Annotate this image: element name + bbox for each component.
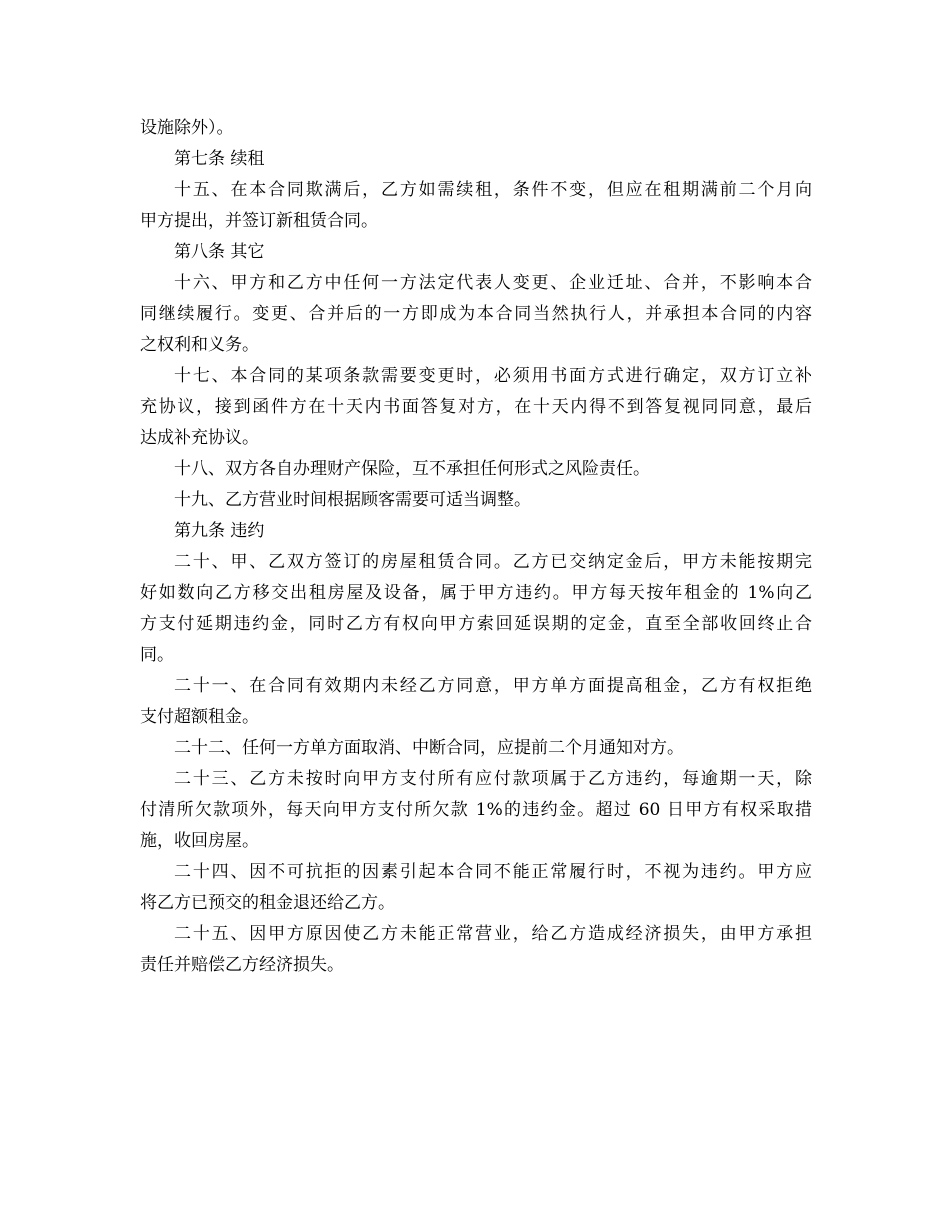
text-line: 好如数向乙方移交出租房屋及设备，属于甲方违约。甲方每天按年租金的 1%向乙	[140, 583, 812, 603]
text-line: 同继续履行。变更、合并后的一方即成为本合同当然执行人，并承担本合同的内容	[140, 304, 812, 324]
text-line: 支付超额租金。	[140, 707, 259, 727]
text-line: 同。	[140, 645, 174, 665]
text-line: 付清所欠款项外，每天向甲方支付所欠款 1%的违约金。超过 60 日甲方有权采取措	[140, 800, 812, 820]
text-line: 十七、本合同的某项条款需要变更时，必须用书面方式进行确定，双方订立补	[174, 366, 812, 386]
text-line: 二十五、因甲方原因使乙方未能正常营业，给乙方造成经济损失，由甲方承担	[174, 924, 812, 944]
text-line: 施，收回房屋。	[140, 831, 259, 851]
text-line: 二十四、因不可抗拒的因素引起本合同不能正常履行时，不视为违约。甲方应	[174, 862, 812, 882]
text-line: 责任并赔偿乙方经济损失。	[140, 955, 344, 975]
text-line: 方支付延期违约金，同时乙方有权向甲方索回延误期的定金，直至全部收回终止合	[140, 614, 812, 634]
text-line: 设施除外）。	[140, 118, 234, 138]
text-line: 二十、甲、乙双方签订的房屋租赁合同。乙方已交纳定金后，甲方未能按期完	[174, 552, 812, 572]
text-line: 将乙方已预交的租金退还给乙方。	[140, 893, 395, 913]
text-line: 达成补充协议。	[140, 428, 259, 448]
text-line: 十六、甲方和乙方中任何一方法定代表人变更、企业迁址、合并，不影响本合	[174, 273, 812, 293]
text-line: 十五、在本合同欺满后，乙方如需续租，条件不变，但应在租期满前二个月向	[174, 180, 812, 200]
document-page	[140, 113, 812, 981]
text-line: 充协议，接到函件方在十天内书面答复对方，在十天内得不到答复视同同意，最后	[140, 397, 812, 417]
text-line: 之权利和义务。	[140, 335, 259, 355]
text-line: 二十二、任何一方单方面取消、中断合同，应提前二个月通知对方。	[174, 738, 684, 758]
section-heading: 第八条 其它	[174, 242, 265, 262]
text-line: 二十三、乙方未按时向甲方支付所有应付款项属于乙方违约，每逾期一天，除	[174, 769, 812, 789]
text-line: 二十一、在合同有效期内未经乙方同意，甲方单方面提高租金，乙方有权拒绝	[174, 676, 812, 696]
section-heading: 第九条 违约	[174, 521, 265, 541]
text-line: 甲方提出，并签订新租赁合同。	[140, 211, 378, 231]
text-line: 十八、双方各自办理财产保险，互不承担任何形式之风险责任。	[174, 459, 650, 479]
section-heading: 第七条 续租	[174, 149, 265, 169]
text-line: 十九、乙方营业时间根据顾客需要可适当调整。	[174, 490, 531, 510]
